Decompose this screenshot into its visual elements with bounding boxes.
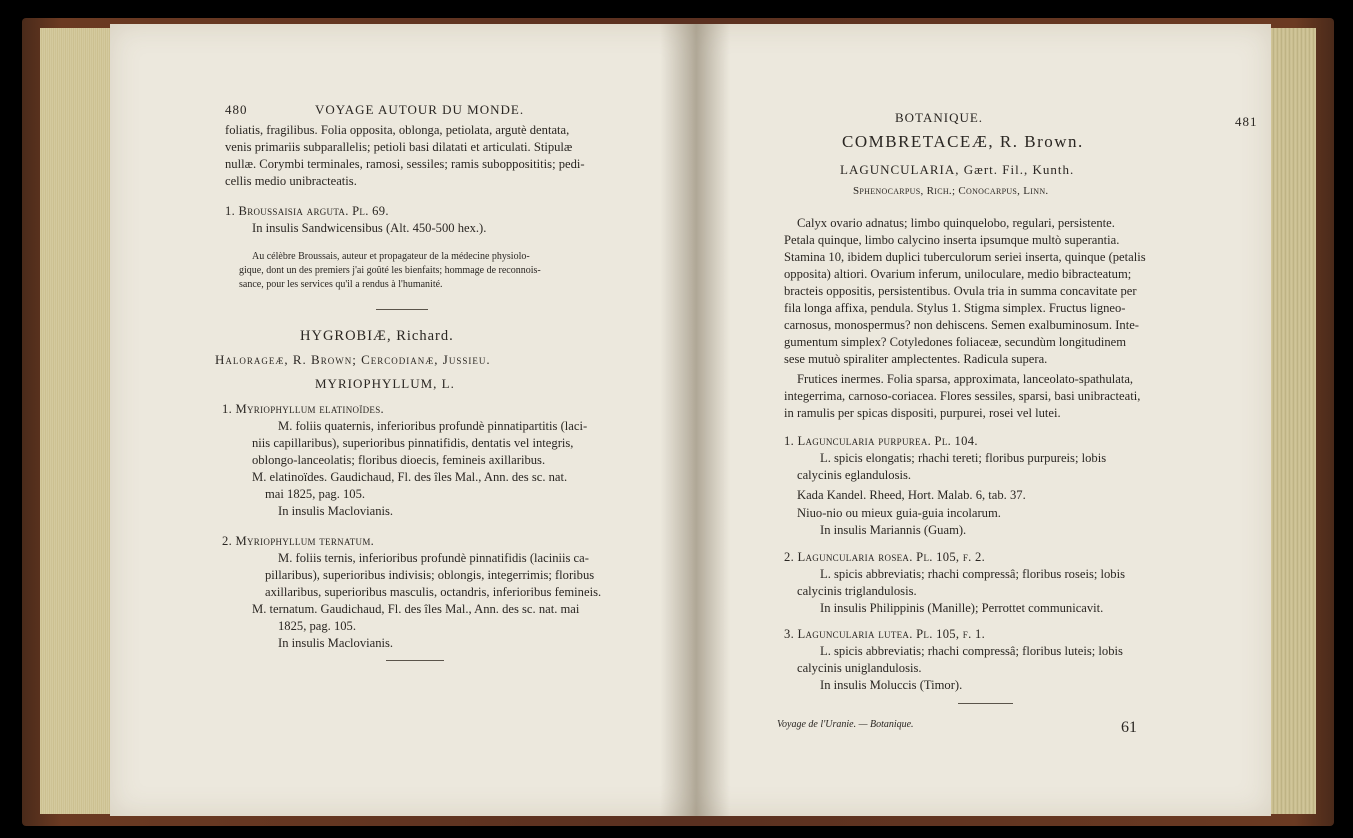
- genus-title: MYRIOPHYLLUM, L.: [315, 376, 455, 391]
- description-line: fila longa affixa, pendula. Stylus 1. Stigma simplex. Fructus ligneo-: [784, 301, 1126, 315]
- species-line: calycinis eglandulosis.: [797, 468, 912, 482]
- species-line: 1825, pag. 105.: [278, 619, 357, 633]
- left-page-number: 480: [225, 102, 248, 117]
- species-line: L. spicis abbreviatis; rhachi compressâ; floribus luteis; lobis: [820, 644, 1123, 658]
- species-line: calycinis uniglandulosis.: [797, 661, 922, 675]
- species-line: L. spicis abbreviatis; rhachi compressâ; floribus roseis; lobis: [820, 567, 1125, 581]
- description-line: Stamina 10, ibidem duplici tuberculorum seriei inserta, quinque (petalis: [784, 250, 1146, 264]
- right-page-number: 481: [1235, 114, 1258, 129]
- separator-rule: [958, 703, 1013, 704]
- footer-imprint: Voyage de l'Uranie. — Botanique.: [777, 719, 914, 730]
- right-running-head: BOTANIQUE.: [895, 110, 984, 125]
- habit-line: integerrima, carnoso-coriacea. Flores sessiles, sparsi, basi unibracteati,: [784, 389, 1141, 403]
- description-line: gumentum simplex? Cotyledones foliaceæ, secundùm longitudinem: [784, 335, 1127, 349]
- description-line: bracteis oppositis, persistentibus. Ovula tria in summa concavitate per: [784, 284, 1137, 298]
- species-line: oblongo-lanceolatis; floribus dioecis, femineis axillaribus.: [252, 453, 546, 467]
- page-edges-left: [40, 28, 110, 814]
- signature-mark: 61: [1121, 719, 1137, 736]
- description-line: Petala quinque, limbo calycino inserta ipsumque multò superantia.: [784, 233, 1120, 247]
- species-title: 1. Laguncularia purpurea. Pl. 104.: [784, 434, 978, 448]
- text-line: foliatis, fragilibus. Folia opposita, oblonga, petiolata, argutè dentata,: [225, 123, 570, 137]
- species-title: 1. Myriophyllum elatinoïdes.: [222, 402, 384, 416]
- species-line: Niuo-nio ou mieux guia-guia incolarum.: [797, 506, 1001, 520]
- species-line: axillaribus, superioribus masculis, octandris, inferioribus femineis.: [265, 585, 602, 599]
- text-line: cellis medio unibracteatis.: [225, 174, 357, 188]
- species-title: 3. Laguncularia lutea. Pl. 105, f. 1.: [784, 627, 986, 641]
- species-line: M. ternatum. Gaudichaud, Fl. des îles Mal., Ann. des sc. nat. mai: [252, 602, 580, 616]
- genus-title: LAGUNCULARIA, Gært. Fil., Kunth.: [840, 162, 1075, 177]
- separator-rule: [376, 309, 428, 310]
- footnote-line: gique, dont un des premiers j'ai goûté les bienfaits; hommage de reconnois-: [239, 265, 541, 276]
- species-line: In insulis Maclovianis.: [278, 504, 394, 518]
- species-line: In insulis Mariannis (Guam).: [820, 523, 967, 537]
- footnote-line: Au célèbre Broussais, auteur et propagateur de la médecine physiolo-: [252, 251, 530, 262]
- species-line: In insulis Maclovianis.: [278, 636, 394, 650]
- species-line: In insulis Moluccis (Timor).: [820, 678, 963, 692]
- entry-line: In insulis Sandwicensibus (Alt. 450-500 hex.).: [252, 221, 487, 235]
- right-page: [695, 24, 1271, 816]
- habit-line: in ramulis per spicas dispositi, purpurei, rosei vel lutei.: [784, 406, 1061, 420]
- species-line: niis capillaribus), superioribus pinnatifidis, dentatis vel integris,: [252, 436, 574, 450]
- species-line: In insulis Philippinis (Manille); Perrottet communicavit.: [820, 601, 1104, 615]
- species-line: L. spicis elongatis; rhachi tereti; floribus purpureis; lobis: [820, 451, 1107, 465]
- text-line: nullæ. Corymbi terminales, ramosi, sessiles; ramis subopposititis; pedi-: [225, 157, 585, 171]
- entry-title: 1. Broussaisia arguta. Pl. 69.: [225, 204, 389, 218]
- description-line: carnosus, monospermus? non dehiscens. Semen exalbuminosum. Inte-: [784, 318, 1140, 332]
- left-running-head: VOYAGE AUTOUR DU MONDE.: [315, 102, 525, 117]
- footnote-line: sance, pour les services qu'il a rendus à l'humanité.: [239, 279, 443, 290]
- family-subtitle: Halorageæ, R. Brown; Cercodianæ, Jussieu.: [215, 352, 491, 367]
- species-line: Kada Kandel. Rheed, Hort. Malab. 6, tab. 37.: [797, 488, 1026, 502]
- family-title: HYGROBIÆ, Richard.: [300, 328, 454, 344]
- species-line: M. foliis ternis, inferioribus profundè pinnatifidis (laciniis ca-: [278, 551, 589, 565]
- family-title: COMBRETACEÆ, R. Brown.: [842, 132, 1084, 151]
- species-line: M. elatinoïdes. Gaudichaud, Fl. des îles Mal., Ann. des sc. nat.: [252, 470, 568, 484]
- species-line: M. foliis quaternis, inferioribus profundè pinnatipartitis (laci-: [278, 419, 588, 433]
- left-page: [110, 24, 695, 816]
- description-line: opposita) altiori. Ovarium inferum, uniloculare, medio bibracteatum;: [784, 267, 1132, 281]
- text-line: venis primariis subparallelis; petioli basi dilatati et articulati. Stipulæ: [225, 140, 573, 154]
- species-line: calycinis triglandulosis.: [797, 584, 917, 598]
- description-line: sese mutuò spiraliter amplectentes. Radicula supera.: [784, 352, 1048, 366]
- species-line: mai 1825, pag. 105.: [265, 487, 366, 501]
- species-title: 2. Laguncularia rosea. Pl. 105, f. 2.: [784, 550, 986, 564]
- species-title: 2. Myriophyllum ternatum.: [222, 534, 375, 548]
- synonyms: Sphenocarpus, Rich.; Conocarpus, Linn.: [853, 185, 1049, 197]
- habit-line: Frutices inermes. Folia sparsa, approximata, lanceolato-spathulata,: [797, 372, 1134, 386]
- species-line: pillaribus), superioribus indivisis; oblongis, integerrimis; floribus: [265, 568, 595, 582]
- page-edges-right: [1268, 28, 1316, 814]
- description-line: Calyx ovario adnatus; limbo quinquelobo, regulari, persistente.: [797, 216, 1115, 230]
- separator-rule: [386, 660, 444, 661]
